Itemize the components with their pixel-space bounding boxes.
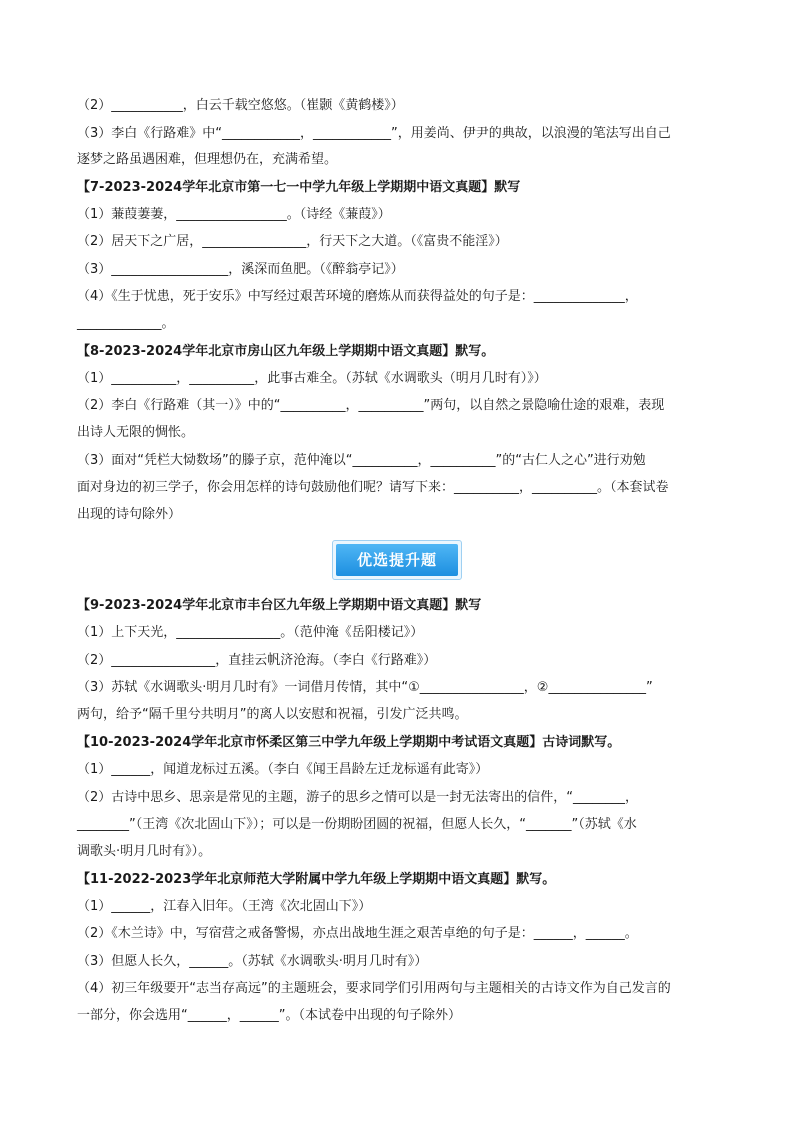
text-line: 出现的诗句除外）	[77, 507, 182, 522]
text-line: （3）但愿人长久，______。（苏轼《水调歌头·明月几时有》）	[77, 954, 428, 969]
text-line: （1）______，闻道龙标过五溪。（李白《闻王昌龄左迁龙标遥有此寄》）	[77, 762, 489, 777]
text-line: （1）______，江春入旧年。（王湾《次北固山下》）	[77, 899, 372, 914]
question-heading: 【9-2023-2024学年北京市丰台区九年级上学期期中语文真题】默写	[77, 598, 482, 613]
text-line: （2）居天下之广居，________________，行天下之大道。（《富贵不能淫》）	[77, 234, 508, 249]
text-line: ________”（王湾《次北固山下》）；可以是一份期盼团圆的祝福，但愿人长久，“_______”（苏轼《水	[77, 817, 637, 832]
text-line: （3）苏轼《水调歌头·明月几时有》一词借月传情，其中“①________________，②_______________”	[77, 680, 653, 695]
section-banner-label: 优选提升题	[336, 544, 458, 576]
text-line: （3）李白《行路难》中“____________，____________”，用姜尚、伊尹的典故，以浪漫的笔法写出自己	[77, 126, 671, 141]
text-line: （4）初三年级要开“志当存高远”的主题班会，要求同学们引用两句与主题相关的古诗文作为自己发言的	[77, 981, 671, 996]
text-line: （3）面对“凭栏大恸数场”的滕子京，范仲淹以“__________，__________”的“古仁人之心”进行劝勉	[77, 453, 646, 468]
text-line: 面对身边的初三学子，你会用怎样的诗句鼓励他们呢？请写下来：__________，__________。（本套试卷	[77, 480, 669, 495]
text-line: （1）__________，__________，此事古难全。（苏轼《水调歌头（明月几时有）》）	[77, 371, 547, 386]
question-heading: 【7-2023-2024学年北京市第一七一中学九年级上学期期中语文真题】默写	[77, 180, 521, 195]
text-line: （2）古诗中思乡、思亲是常见的主题，游子的思乡之情可以是一封无法寄出的信件，“________，	[77, 790, 639, 805]
question-heading: 【11-2022-2023学年北京师范大学附属中学九年级上学期期中语文真题】默写。	[77, 872, 556, 887]
text-line: 调歌头·明月几时有》）。	[77, 844, 212, 859]
question-heading: 【8-2023-2024学年北京市房山区九年级上学期期中语文真题】默写。	[77, 344, 495, 359]
text-line: （1）蒹葭萋萋，_________________。（诗经《蒹葭》）	[77, 207, 391, 222]
text-line: （3）__________________，溪深而鱼肥。（《醉翁亭记》）	[77, 262, 404, 277]
section-banner	[332, 540, 462, 580]
text-line: 逐梦之路虽遇困难，但理想仍在，充满希望。	[77, 152, 338, 167]
text-line: （2）李白《行路难（其一）》中的“__________，__________”两句，以自然之景隐喻仕途的艰难，表现	[77, 398, 665, 413]
text-line: （2）《木兰诗》中，写宿营之戒备警惕，亦点出战地生涯之艰苦卓绝的句子是：______，______。	[77, 926, 638, 941]
text-line: （1）上下天光，________________。（范仲淹《岳阳楼记》）	[77, 625, 424, 640]
text-line: 两句，给予“隔千里兮共明月”的离人以安慰和祝福，引发广泛共鸣。	[77, 707, 468, 722]
question-heading: 【10-2023-2024学年北京市怀柔区第三中学九年级上学期期中考试语文真题】古诗词默写。	[77, 735, 621, 750]
text-line: （2）________________，直挂云帆济沧海。（李白《行路难》）	[77, 653, 437, 668]
text-line: （4）《生于忧患，死于安乐》中写经过艰苦环境的磨炼从而获得益处的句子是：______________，	[77, 289, 638, 304]
text-line: 一部分，你会选用“______，______”。（本试卷中出现的句子除外）	[77, 1008, 461, 1023]
text-line: _____________。	[77, 316, 175, 331]
text-line: 出诗人无限的惆怅。	[77, 425, 195, 440]
text-line: （2）___________，白云千载空悠悠。（崔颢《黄鹤楼》）	[77, 98, 404, 113]
